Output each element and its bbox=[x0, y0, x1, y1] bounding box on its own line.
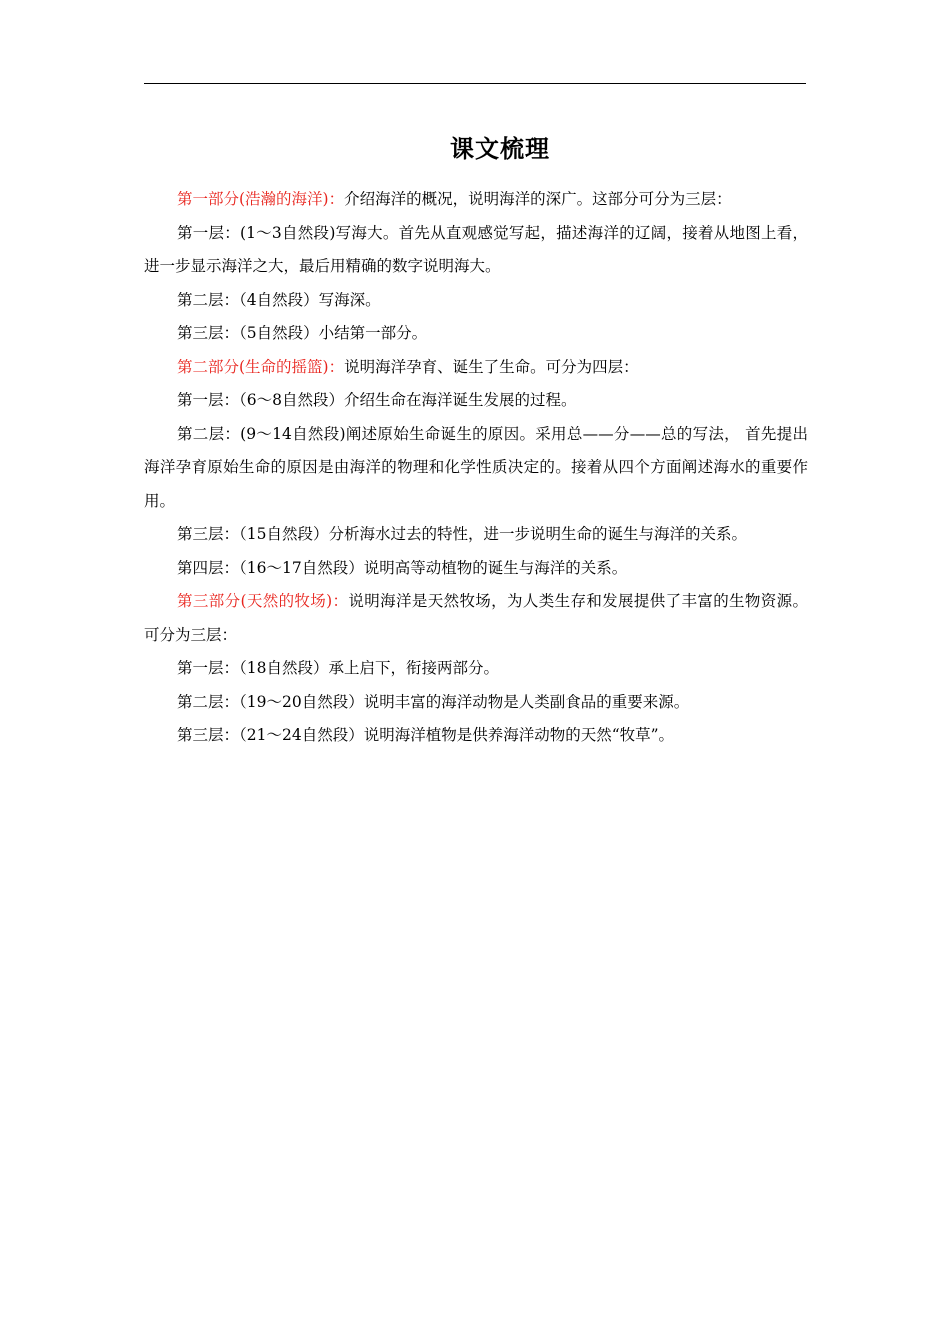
page-title: 课文梳理 bbox=[450, 135, 550, 163]
paragraph-text: 第四层：（16～17自然段）说明高等动植物的诞生与海洋的关系。 bbox=[177, 558, 628, 577]
paragraph-text: 第一层：（6～8自然段）介绍生命在海洋诞生发展的过程。 bbox=[177, 391, 577, 409]
paragraph-text: 介绍海洋的概况，说明海洋的深广。这部分可分为三层： bbox=[344, 190, 732, 208]
section-label-part-two: 第二部分(生命的摇篮)： bbox=[177, 357, 345, 376]
paragraph-text: 第三层：（5自然段）小结第一部分。 bbox=[177, 324, 428, 342]
paragraph-text: 说明海洋是天然牧场，为人类生存和发展提供了丰富的生物资源。 可分为三层： bbox=[144, 592, 808, 644]
paragraph-text: 第三层：（15自然段）分析海水过去的特性，进一步说明生命的诞生与海洋的关系。 bbox=[177, 525, 747, 543]
paragraph-text: 第三层：（21～24自然段）说明海洋植物是供养海洋动物的天然“牧草”。 bbox=[177, 726, 675, 744]
paragraph-layer-three bbox=[144, 317, 808, 351]
paragraph-text: 第二层：(9～14自然段)阐述原始生命诞生的原因。采用总——分——总的写法， 首先提出海洋孕育原始生命的原因是由海洋的物理和化学性质决定的。接着从四个方面阐述海水的重要作用。 bbox=[144, 424, 808, 510]
paragraph-layer-two bbox=[144, 686, 808, 720]
paragraph-layer-three bbox=[144, 518, 808, 552]
paragraph-layer-one bbox=[144, 652, 808, 686]
section-label-part-three: 第三部分(天然的牧场)： bbox=[177, 592, 349, 610]
paragraph-layer-two bbox=[144, 284, 808, 318]
paragraph-layer-one bbox=[144, 384, 808, 418]
paragraph-layer-three bbox=[144, 719, 808, 753]
paragraph-layer-one bbox=[144, 217, 808, 284]
paragraph-part-two-intro bbox=[144, 351, 808, 385]
paragraph-part-three-intro bbox=[144, 585, 808, 652]
document-body bbox=[144, 183, 808, 753]
paragraph-text: 第二层：（19～20自然段）说明丰富的海洋动物是人类副食品的重要来源。 bbox=[177, 692, 690, 711]
paragraph-text: 第二层：（4自然段）写海深。 bbox=[177, 290, 381, 309]
paragraph-layer-four bbox=[144, 552, 808, 586]
header-rule bbox=[144, 83, 806, 84]
paragraph-part-one-intro bbox=[144, 183, 808, 217]
section-label-part-one: 第一部分(浩瀚的海洋)： bbox=[177, 190, 345, 208]
paragraph-text: 第一层：(1～3自然段)写海大。首先从直观感觉写起，描述海洋的辽阔，接着从地图上看，进一步显示海洋之大，最后用精确的数字说明海大。 bbox=[144, 223, 808, 275]
paragraph-layer-two bbox=[144, 418, 808, 519]
paragraph-text: 第一层：（18自然段）承上启下，衔接两部分。 bbox=[177, 659, 499, 677]
paragraph-text: 说明海洋孕育、诞生了生命。可分为四层： bbox=[344, 357, 639, 376]
